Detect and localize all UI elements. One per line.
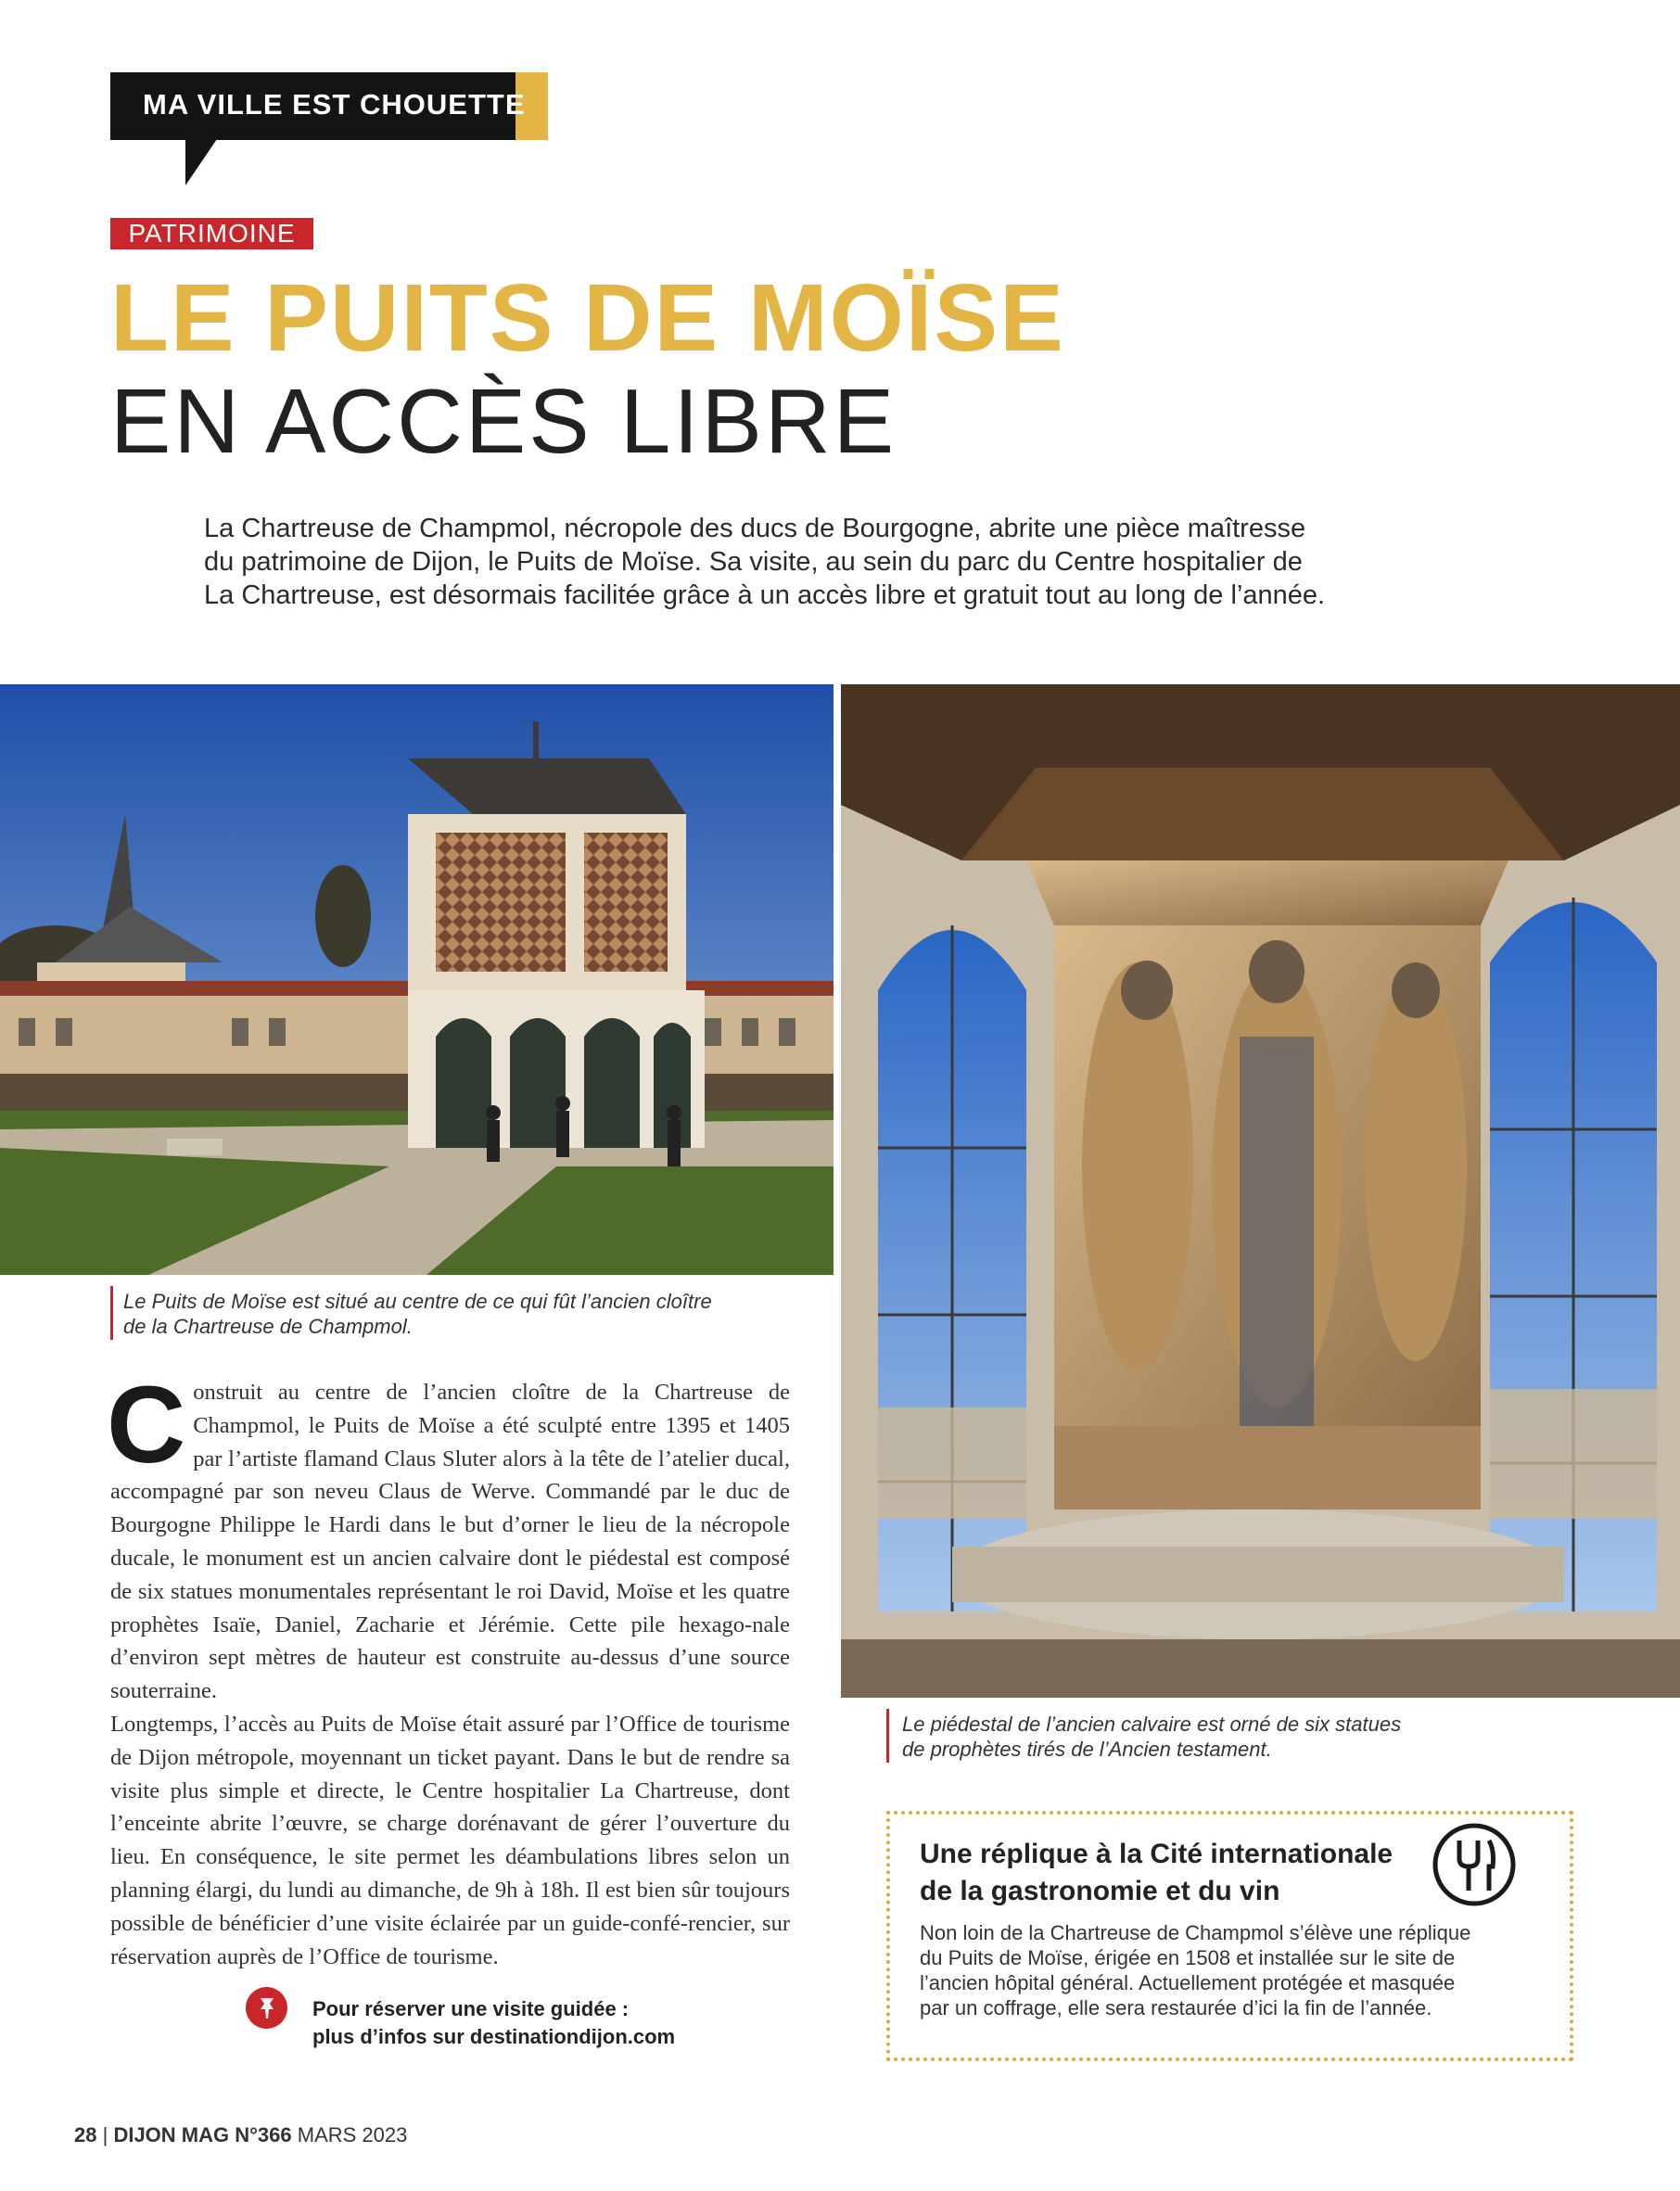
sidebar-title-line: Une réplique à la Cité internationale: [920, 1839, 1394, 1869]
page-number: 28: [74, 2123, 97, 2146]
intro-line: du patrimoine de Dijon, le Puits de Moïse. Sa visite, au sein du parc du Centre hospitalier de: [204, 547, 1303, 577]
page-footer: 28 | DIJON MAG N°366 MARS 2023: [74, 2123, 408, 2146]
sidebar-body-line: du Puits de Moïse, érigée en 1508 et installée sur le site de: [920, 1946, 1456, 1969]
article-paragraph-1-text: onstruit au centre de l’ancien cloître de la Chartreuse de Champmol, le Puits de Moïse a été sculpté entre 1395 et 1405 par l’artiste flamand Claus Sluter alors à la tête de l’atelier ducal, accompagné par son neveu Claus de Werve. Commandé par le duc de Bourgogne Philippe le Hardi dans le but d’orner le lieu de la nécropole ducale, le monument est un ancien calvaire dont le piédestal est composé de six statues monumentales représentant le roi David, Moïse et les quatre prophètes Isaïe, Daniel, Zacharie et Jérémie. Cette pile hexago-nale d’environ sept mètres de hauteur est construite au-dessus d’une source souterraine.: [110, 1380, 790, 1704]
headline-line-2: EN ACCÈS LIBRE: [110, 370, 897, 472]
sidebar-body-line: l’ancien hôpital général. Actuellement protégée et masquée: [920, 1971, 1456, 1994]
sidebar-title: [920, 1836, 1393, 1910]
photo-exterior: [0, 684, 834, 1275]
photo-pedestal-caption: [902, 1712, 1401, 1762]
map-pin-icon: [246, 1987, 287, 2029]
sidebar-body: [920, 1920, 1532, 2020]
category-tag: PATRIMOINE: [110, 218, 313, 249]
section-banner-tail: [185, 139, 217, 185]
intro-paragraph: [204, 512, 1409, 612]
article-paragraph-1: [107, 1364, 790, 1708]
intro-line: La Chartreuse de Champmol, nécropole des ducs de Bourgogne, abrite une pièce maîtresse: [204, 514, 1306, 543]
issue-date: MARS 2023: [297, 2123, 408, 2146]
intro-line: La Chartreuse, est désormais facilitée grâce à un accès libre et gratuit tout au long de l’année.: [204, 580, 1326, 610]
caption-line: Le piédestal de l’ancien calvaire est orné de six statues: [902, 1713, 1402, 1736]
caption-line: de prophètes tirés de l’Ancien testament.: [902, 1738, 1272, 1761]
reservation-note: [312, 1995, 675, 2051]
article-paragraph-2: Longtemps, l’accès au Puits de Moïse était assuré par l’Office de tourisme de Dijon métropole, moyennant un ticket payant. Dans le but de rendre sa visite plus simple et directe, le Centre hospitalier La Chartreuse, dont l’enceinte abrite l’œuvre, se charge dorénavant de gérer l’ouverture du lieu. En conséquence, le site permet les déambulations libres selon un planning élargi, du lundi au dimanche, de 9h à 18h. Il est bien sûr toujours possible de bénéficier d’une visite éclairée par un guide-confé-rencier, sur réservation auprès de l’Office de tourisme.: [110, 1711, 790, 1969]
caption-line: de la Chartreuse de Champmol.: [123, 1315, 413, 1338]
magazine-name: DIJON MAG N°366: [113, 2123, 292, 2146]
reservation-line-1: Pour réserver une visite guidée :: [312, 1997, 630, 2020]
sidebar-body-line: Non loin de la Chartreuse de Champmol s’élève une réplique: [920, 1921, 1471, 1944]
caption-line: Le Puits de Moïse est situé au centre de ce qui fût l’ancien cloître: [123, 1290, 712, 1313]
reservation-link[interactable]: plus d’infos sur destinationdijon.com: [312, 2025, 676, 2048]
photo-pedestal-image: [841, 684, 1680, 1698]
photo-exterior-image: [0, 684, 834, 1275]
article-body: [107, 1364, 790, 1973]
sidebar-body-line: par un coffrage, elle sera restaurée d’ici la fin de l’année.: [920, 1996, 1432, 2019]
sidebar-title-line: de la gastronomie et du vin: [920, 1876, 1280, 1906]
photo-pedestal: [841, 684, 1680, 1698]
section-label: MA VILLE EST CHOUETTE: [143, 88, 526, 121]
drop-cap: C: [107, 1364, 186, 1486]
caption-bar: [886, 1709, 889, 1763]
headline-line-1: LE PUITS DE MOÏSE: [110, 264, 1065, 371]
fork-knife-icon: [1432, 1822, 1517, 1907]
photo-exterior-caption: [123, 1289, 712, 1339]
caption-bar: [110, 1286, 113, 1340]
